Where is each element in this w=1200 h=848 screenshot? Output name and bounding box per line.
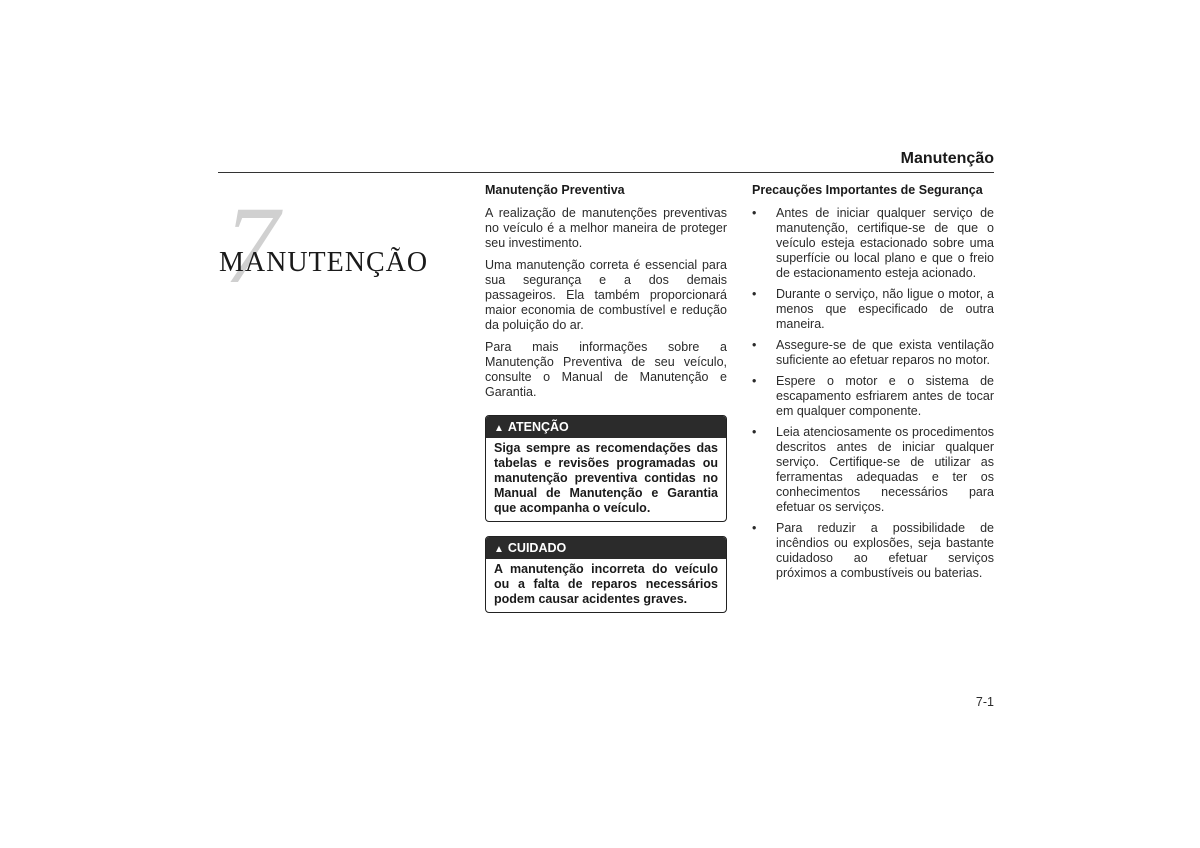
list-item (752, 338, 994, 368)
list-item (752, 521, 994, 581)
caution-box-header (486, 537, 726, 559)
bullet-icon: • (752, 206, 757, 220)
bullet-icon: • (752, 521, 757, 535)
attention-box-title: ATENÇÃO (507, 420, 569, 434)
bullet-icon: • (752, 338, 757, 352)
attention-box-header (486, 416, 726, 438)
chapter-number: 7 (224, 184, 279, 306)
caution-box-text: A manutenção incorreta do veículo ou a falta de reparos necessários podem causar acidentes graves. (494, 562, 718, 606)
attention-box (485, 415, 727, 522)
list-item (752, 374, 994, 419)
bullet-icon: • (752, 374, 757, 388)
right-column (752, 183, 994, 587)
list-item (752, 287, 994, 332)
header-divider (218, 172, 994, 173)
warning-triangle-icon: ▲ (494, 423, 504, 434)
safety-precautions-heading: Precauções Importantes de Segurança (752, 183, 983, 197)
list-item-text: Assegure-se de que exista ventilação suficiente ao efetuar reparos no motor. (776, 338, 994, 367)
section-header-title: Manutenção (900, 150, 994, 167)
bullet-icon: • (752, 425, 757, 439)
list-item-text: Durante o serviço, não ligue o motor, a menos que especificado de outra maneira. (776, 287, 994, 331)
page-number: 7-1 (975, 695, 994, 709)
list-item (752, 206, 994, 281)
paragraph: Para mais informações sobre a Manutenção Preventiva de seu veículo, consulte o Manual de Manutenção e Garantia. (485, 340, 727, 399)
bullet-icon: • (752, 287, 757, 301)
warning-triangle-icon: ▲ (494, 544, 504, 555)
paragraph: A realização de manutenções preventivas no veículo é a melhor maneira de proteger seu investimento. (485, 206, 727, 250)
chapter-title: MANUTENÇÃO (219, 247, 429, 278)
list-item-text: Espere o motor e o sistema de escapamento esfriarem antes de tocar em qualquer componente. (776, 374, 994, 418)
list-item-text: Leia atenciosamente os procedimentos descritos antes de iniciar qualquer serviço. Certifique-se de utilizar as ferramentas adequadas e ter os conhecimentos necessários para efetuar os serviços. (776, 425, 994, 514)
caution-box-title: CUIDADO (507, 541, 567, 555)
list-item-text: Para reduzir a possibilidade de incêndios ou explosões, seja bastante cuidadoso ao efetuar serviços próximos a combustíveis ou baterias. (776, 521, 994, 580)
left-column (485, 183, 727, 613)
preventive-maintenance-heading: Manutenção Preventiva (485, 183, 625, 197)
list-item (752, 425, 994, 515)
safety-precautions-list (752, 206, 994, 581)
list-item-text: Antes de iniciar qualquer serviço de manutenção, certifique-se de que o veículo esteja estacionado sobre uma superfície ou local plano e que o freio de estacionamento esteja acionado. (776, 206, 994, 280)
paragraph: Uma manutenção correta é essencial para sua segurança e a dos demais passageiros. Ela também proporcionará maior economia de combustível e redução da poluição do ar. (485, 258, 727, 332)
attention-box-text: Siga sempre as recomendações das tabelas e revisões programadas ou manutenção preventiva contidas no Manual de Manutenção e Garantia que acompanha o veículo. (494, 441, 718, 515)
caution-box (485, 536, 727, 613)
